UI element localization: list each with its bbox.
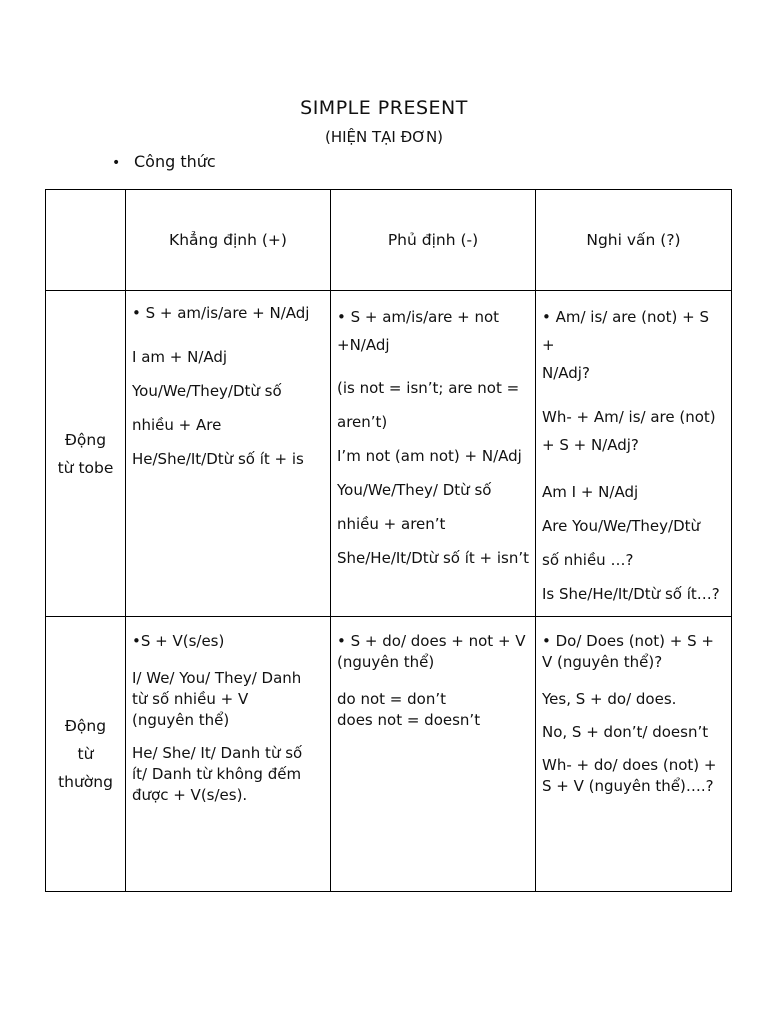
row-label-line: từ [77, 745, 94, 763]
wh-question-text: S + V (nguyên thể)….? [542, 777, 714, 795]
formula-text: • Do/ Does (not) + S + [542, 632, 714, 650]
example-text: ít/ Danh từ không đếm [132, 765, 302, 783]
example-text: Are You/We/They/Dtừ [542, 517, 701, 535]
example-text: You/We/They/Dtừ số [132, 382, 282, 400]
regular-question-cell [536, 617, 732, 892]
table-header-row [46, 190, 732, 291]
document-subtitle: (HIỆN TẠI ĐƠN) [324, 128, 444, 146]
example-text: He/ She/ It/ Danh từ số [132, 744, 303, 762]
wh-question-text: + S + N/Adj? [542, 436, 639, 454]
example-text: I/ We/ You/ They/ Danh [132, 669, 302, 687]
row-label-line: Động [64, 430, 107, 449]
formula-text: • S + am/is/are + not [337, 308, 500, 326]
example-text: Am I + N/Adj [542, 483, 639, 501]
example-text: được + V(s/es). [132, 786, 248, 804]
row-label-line: từ tobe [57, 458, 114, 477]
header-affirmative: Khẳng định (+) [126, 190, 331, 291]
example-text: (is not = isn’t; are not = [337, 379, 520, 397]
contraction-text: does not = doesn’t [337, 711, 481, 729]
grammar-table [45, 189, 732, 892]
example-text: aren’t) [337, 413, 388, 431]
wh-question-text: Wh- + Am/ is/ are (not) [542, 408, 716, 426]
tobe-affirmative-cell [126, 291, 331, 617]
contraction-text: do not = don’t [337, 690, 446, 708]
example-text: You/We/They/ Dtừ số [337, 481, 492, 499]
formula-text: +N/Adj [337, 336, 390, 354]
example-text: Is She/He/It/Dtừ số ít…? [542, 585, 720, 603]
header-empty-cell [46, 190, 126, 291]
formula-text: •S + V(s/es) [132, 632, 225, 650]
example-text: nhiều + Are [132, 416, 222, 434]
table-row-regular-verb [46, 617, 732, 892]
tobe-negative-cell [331, 291, 536, 617]
document-title: SIMPLE PRESENT [300, 97, 468, 119]
row-label-regular-verb [46, 617, 126, 892]
example-text: số nhiều …? [542, 551, 634, 569]
example-text: I’m not (am not) + N/Adj [337, 447, 522, 465]
bullet-text: Công thức [134, 152, 216, 171]
formula-text: • Am/ is/ are (not) + S + [542, 308, 710, 354]
row-label-line: Động [64, 717, 107, 735]
example-text: I am + N/Adj [132, 348, 228, 366]
example-text: từ số nhiều + V [132, 690, 249, 708]
wh-question-text: Wh- + do/ does (not) + [542, 756, 717, 774]
row-label-tobe [46, 291, 126, 617]
example-text: He/She/It/Dtừ số ít + is [132, 450, 304, 468]
formula-text: • S + do/ does + not + V [337, 632, 526, 650]
example-text: nhiều + aren’t [337, 515, 446, 533]
short-answer-yes: Yes, S + do/ does. [542, 690, 677, 708]
table-row-tobe [46, 291, 732, 617]
header-negative: Phủ định (-) [331, 190, 536, 291]
row-label-line: thường [58, 773, 113, 791]
formula-text: (nguyên thể) [337, 653, 435, 671]
formula-text: N/Adj? [542, 364, 590, 382]
formula-text: V (nguyên thể)? [542, 653, 663, 671]
formula-text: • S + am/is/are + N/Adj [132, 304, 310, 322]
bullet-item [112, 150, 216, 175]
regular-negative-cell [331, 617, 536, 892]
bullet-dot: • [112, 155, 121, 171]
example-text: She/He/It/Dtừ số ít + isn’t [337, 549, 529, 567]
short-answer-no: No, S + don’t/ doesn’t [542, 723, 709, 741]
example-text: (nguyên thể) [132, 711, 230, 729]
tobe-question-cell [536, 291, 732, 617]
regular-affirmative-cell [126, 617, 331, 892]
header-question: Nghi vấn (?) [536, 190, 732, 291]
